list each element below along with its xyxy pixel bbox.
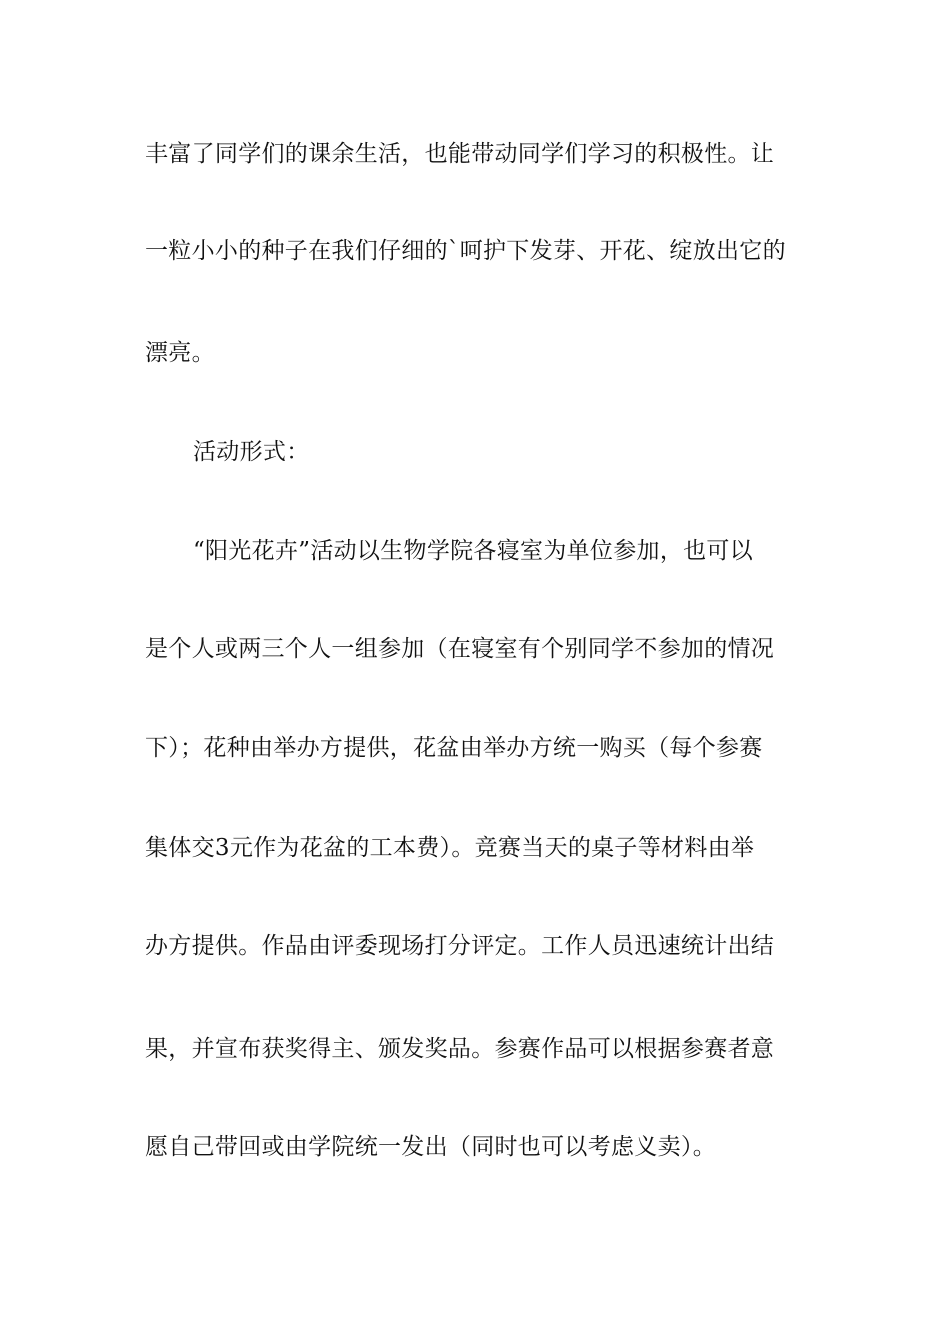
- paragraph-line: “阳光花卉”活动以生物学院各寝室为单位参加，也可以: [193, 538, 754, 564]
- paragraph-line: 集体交3元作为花盆的工本费）。竞赛当天的桌子等材料由举: [145, 835, 755, 861]
- paragraph-line: 漂亮。: [145, 340, 215, 366]
- paragraph-line: 果，并宣布获奖得主、颁发奖品。参赛作品可以根据参赛者意: [145, 1036, 775, 1062]
- paragraph-line: 下）；花种由举办方提供，花盆由举办方统一购买（每个参赛: [145, 735, 763, 761]
- section-heading: 活动形式：: [193, 439, 310, 465]
- paragraph-line: 丰富了同学们的课余生活，也能带动同学们学习的积极性。让: [145, 141, 775, 167]
- paragraph-line: 一粒小小的种子在我们仔细的`呵护下发芽、开花、绽放出它的: [145, 238, 786, 264]
- paragraph-line: 愿自己带回或由学院统一发出（同时也可以考虑义卖）。: [145, 1134, 716, 1160]
- paragraph-line: 是个人或两三个人一组参加（在寝室有个别同学不参加的情况: [145, 636, 775, 662]
- paragraph-line: 办方提供。作品由评委现场打分评定。工作人员迅速统计出结: [145, 933, 775, 959]
